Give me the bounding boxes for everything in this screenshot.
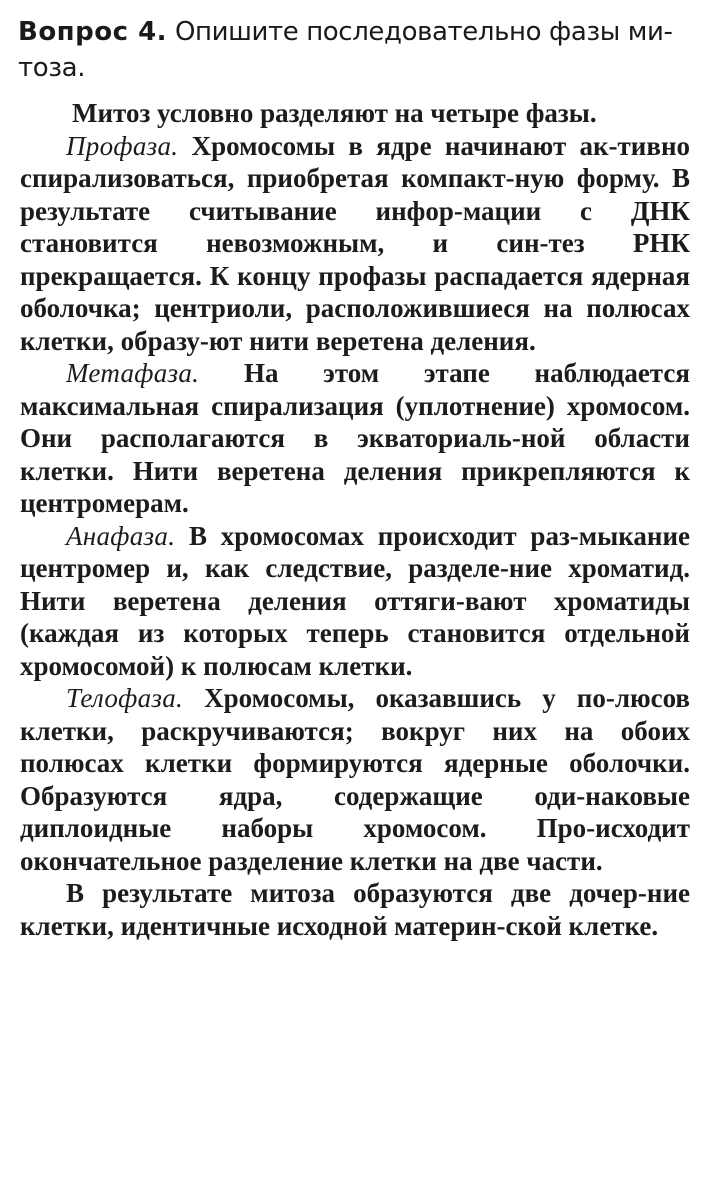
phase-name: Телофаза. [66, 683, 184, 713]
question-text: Опишите последовательно фазы ми- тоза. [18, 17, 673, 83]
phase-metaphase [20, 357, 690, 520]
phase-text: Хромосомы, оказавшись у по-люсов клетки, раскручиваются; вокруг них на обоих полюсах клетки формируются ядерные оболочки. Образуются ядра, содержащие оди-наковые диплоидные наборы хромосом. Про-исходит окончательное разделение клетки на две части. [20, 683, 690, 876]
phase-text: В хромосомах происходит раз-мыкание центромер и, как следствие, разделе-ние хроматид. Нити веретена деления оттяги-вают хроматиды (каждая из которых теперь становится отдельной хромосомой) к полюсам клетки. [20, 520, 691, 681]
answer-intro: Митоз условно разделяют на четыре фазы. [72, 98, 597, 128]
answer [20, 97, 690, 942]
question [18, 14, 678, 86]
phase-name: Профаза. [66, 130, 179, 161]
phase-telophase [20, 682, 690, 877]
phase-name: Анафаза. [66, 520, 176, 551]
phase-anaphase [20, 520, 690, 683]
phase-prophase [20, 130, 690, 358]
answer-conclusion: В результате митоза образуются две дочер-ние клетки, идентичные исходной материн-ской клетке. [20, 878, 690, 941]
question-label: Вопрос 4. [18, 17, 168, 47]
phase-text: На этом этапе наблюдается максимальная спирализация (уплотнение) хромосом. Они располагаются в экваториаль-ной области клетки. Нити веретена деления прикрепляются к центромерам. [20, 358, 690, 518]
phase-text: Хромосомы в ядре начинают ак-тивно спирализоваться, приобретая компакт-ную форму. В результате считывание инфор-мации с ДНК становится невозможным, и син-тез РНК прекращается. К концу профазы распадается ядерная оболочка; центриоли, расположившиеся на полюсах клетки, образу-ют нити веретена деления. [20, 130, 691, 356]
phase-name: Метафаза. [66, 358, 200, 388]
